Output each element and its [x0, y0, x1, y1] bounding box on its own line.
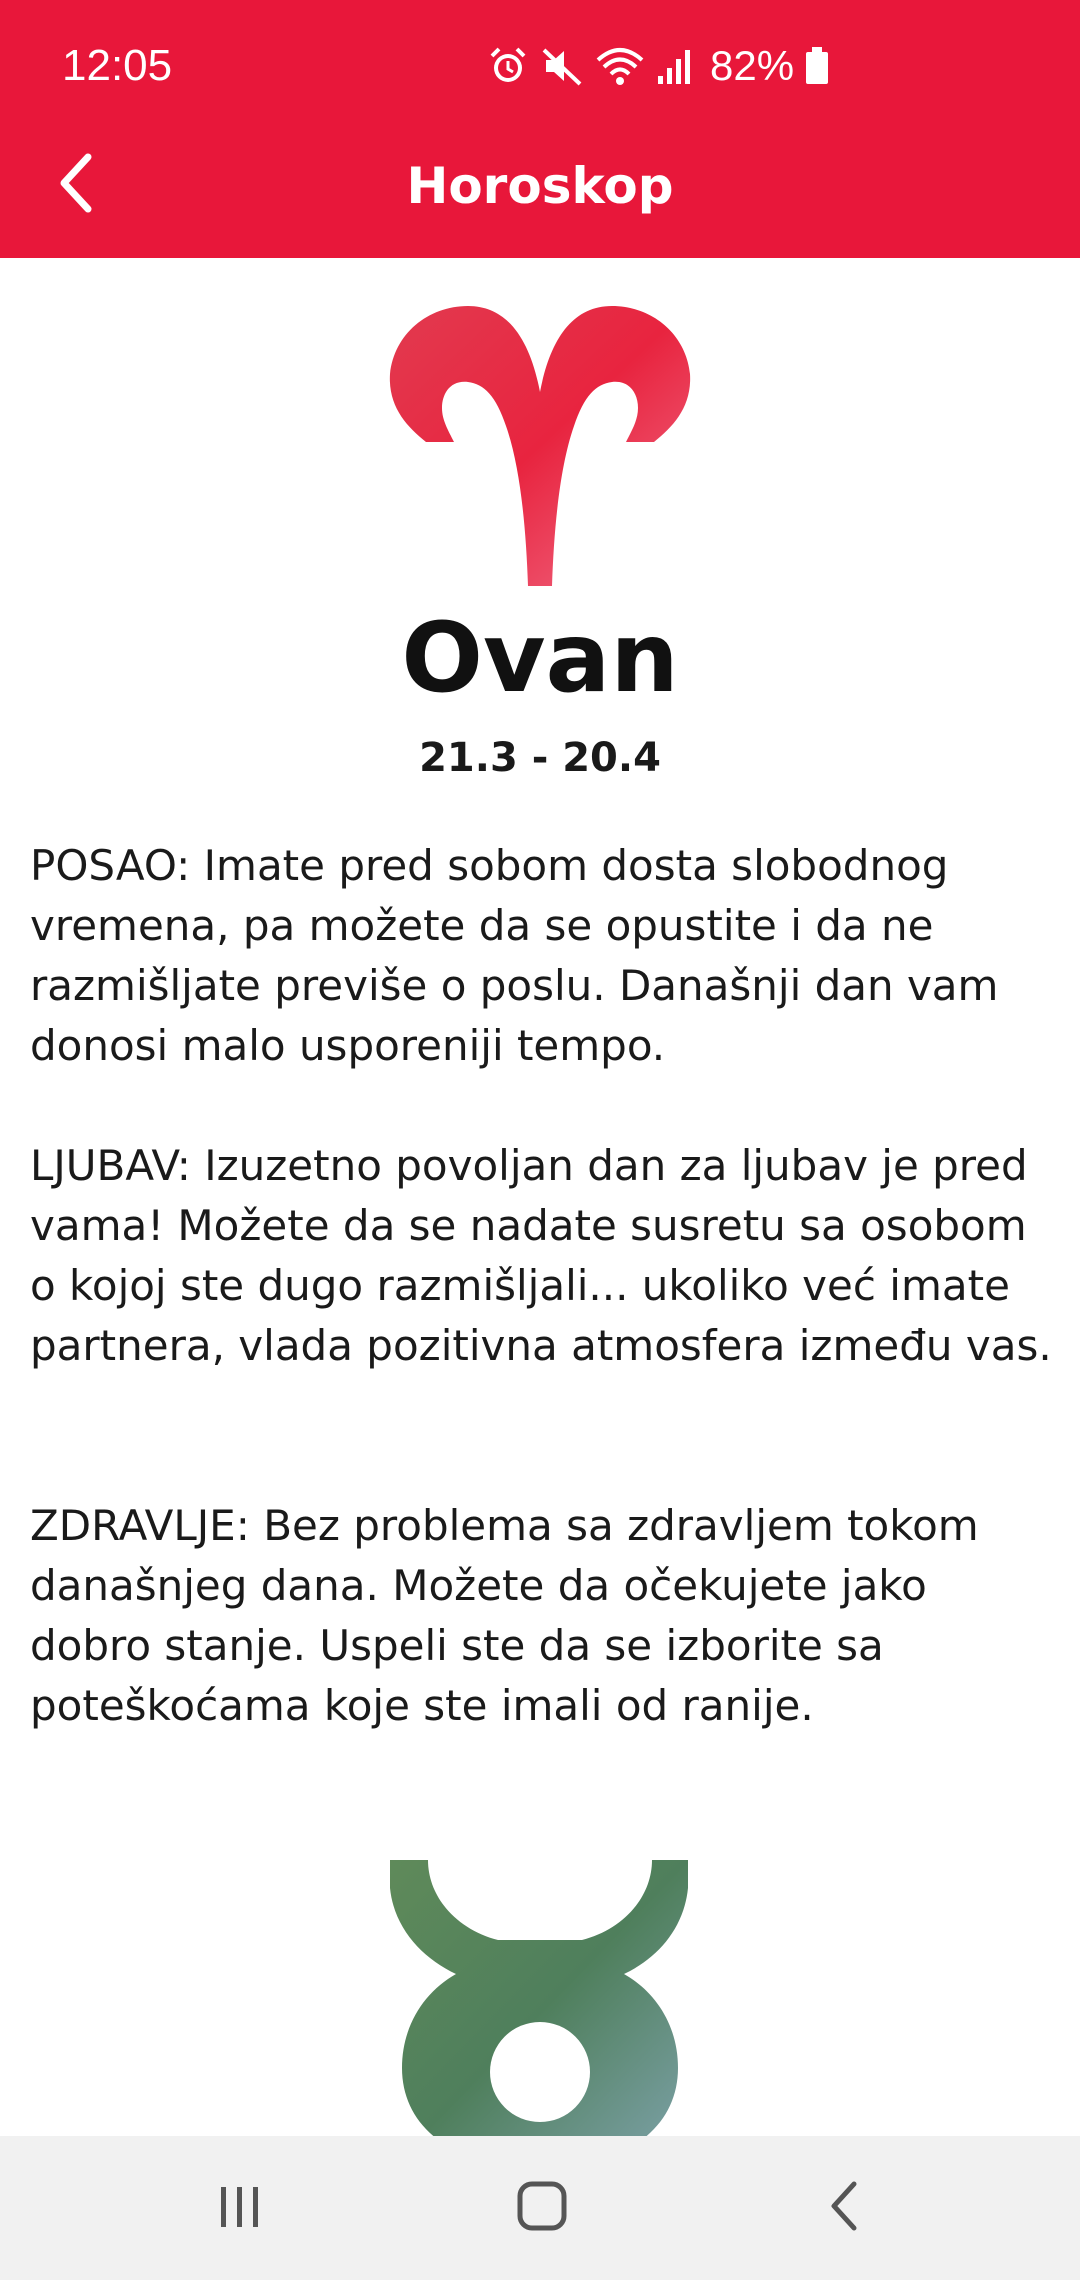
taurus-icon: [388, 1858, 692, 2136]
signal-icon: [656, 44, 696, 88]
alarm-icon: [486, 44, 530, 88]
aries-icon: [388, 296, 692, 586]
page-title: Horoskop: [406, 157, 674, 215]
sign-name: Ovan: [401, 602, 679, 714]
home-button[interactable]: [482, 2158, 602, 2258]
mute-icon: [540, 44, 584, 88]
section-work: POSAO: Imate pred sobom dosta slobodnog vremena, pa možete da se opustite i da ne razmišljate previše o poslu. Današnji dan vam donosi malo usporeniji tempo.: [30, 841, 999, 1070]
section-health: ZDRAVLJE: Bez problema sa zdravljem tokom današnjeg dana. Možete da očekujete jako dobro stanje. Uspeli ste da se izborite sa poteškoćama koje ste imali od ranije.: [30, 1501, 979, 1730]
recent-apps-button[interactable]: [180, 2158, 300, 2258]
battery-percent: 82%: [710, 42, 795, 89]
back-icon: [824, 2178, 864, 2238]
horoscope-content[interactable]: [0, 258, 1080, 2136]
app-bar: [0, 0, 1080, 258]
wifi-icon: [594, 44, 646, 88]
recent-apps-icon: [215, 2181, 265, 2235]
status-icons: [486, 40, 830, 92]
battery-icon: [804, 44, 830, 88]
section-love: LJUBAV: Izuzetno povoljan dan za ljubav je pred vama! Možete da se nadate susretu sa osobom o kojoj ste dugo razmišljali... ukoliko već imate partnera, vlada pozitivna atmosfera između vas.: [30, 1141, 1052, 1370]
sign-dates: 21.3 - 20.4: [419, 735, 661, 781]
system-back-button[interactable]: [784, 2158, 904, 2258]
status-time: 12:05: [62, 41, 173, 90]
status-bar: [0, 0, 1080, 130]
home-icon: [514, 2178, 570, 2238]
system-nav-bar: [0, 2136, 1080, 2280]
